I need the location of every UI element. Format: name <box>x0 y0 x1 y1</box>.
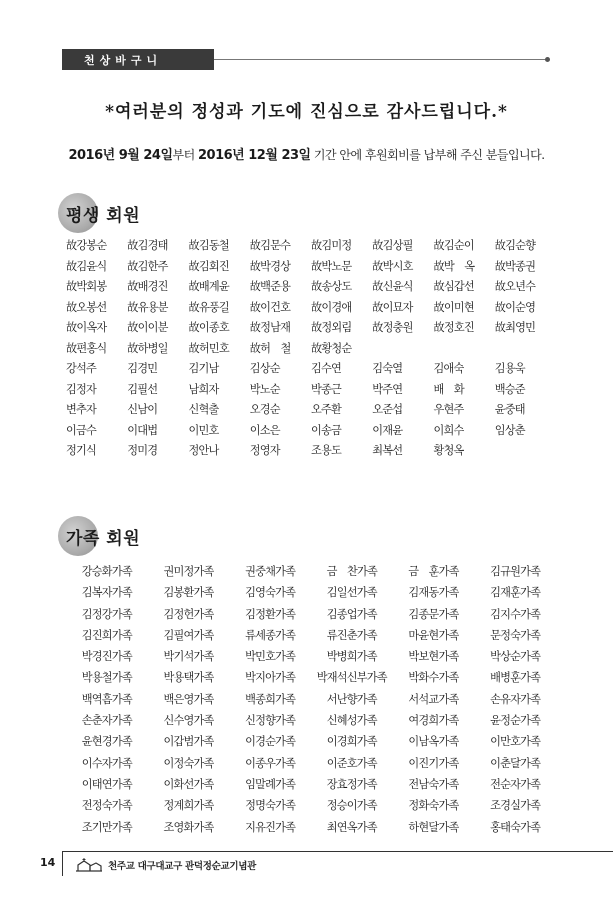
member-name: 박재석신부가족 <box>316 671 387 685</box>
member-name: 금 찬가족 <box>326 565 377 578</box>
member-name: 박지아가족 <box>245 671 296 685</box>
member-name: 강석주 <box>66 362 97 375</box>
member-name: 조기만가족 <box>81 820 132 834</box>
member-name: 조용도 <box>311 444 342 457</box>
member-name: 오준섭 <box>372 403 403 416</box>
member-name: 故정외림 <box>311 321 352 334</box>
family-member-list <box>66 561 556 838</box>
member-name: 김정헌가족 <box>163 607 214 621</box>
member-name: 故김경태 <box>127 239 168 252</box>
member-name: 임상춘 <box>494 423 525 437</box>
member-name: 여경희가족 <box>408 714 459 728</box>
member-name: 정명숙가족 <box>245 799 296 813</box>
member-name: 정영자 <box>249 444 280 457</box>
member-name: 이경희가족 <box>326 735 377 749</box>
member-name: 故유용분 <box>127 300 168 314</box>
member-name: 박경진가족 <box>81 650 132 664</box>
member-name: 변추자 <box>66 403 97 416</box>
member-name: 故송상도 <box>311 280 352 293</box>
member-name: 김상순 <box>249 362 280 375</box>
member-name: 김수연 <box>311 362 342 375</box>
member-name: 이민호 <box>188 423 219 437</box>
member-name: 故하병일 <box>127 341 168 355</box>
member-name: 김종문가족 <box>408 607 459 621</box>
member-name: 故신윤식 <box>372 280 413 293</box>
member-name: 장효정가족 <box>326 777 377 791</box>
member-name <box>434 339 495 360</box>
member-name: 故이미현 <box>433 300 474 314</box>
member-name: 故박회봉 <box>66 280 107 293</box>
member-name: 故배경진 <box>127 280 168 293</box>
member-name: 정기식 <box>66 444 97 457</box>
member-name: 김재동가족 <box>408 586 459 600</box>
member-name: 정안나 <box>188 444 219 457</box>
period-rest: 기간 안에 후원회비를 납부해 주신 분들입니다. <box>310 148 545 162</box>
member-name: 정미경 <box>127 444 158 457</box>
member-name: 마윤현가족 <box>408 628 459 642</box>
member-name: 문정숙가족 <box>490 628 541 642</box>
member-name: 故박경상 <box>249 259 291 273</box>
member-name: 박보현가족 <box>408 650 459 664</box>
member-name: 김기남 <box>188 362 219 375</box>
member-name: 故김상필 <box>372 239 413 252</box>
member-name: 황청옥 <box>433 444 464 457</box>
thanks-message: *여러분의 정성과 기도에 진심으로 감사드립니다.* <box>105 102 508 122</box>
period-end: 2016년 12월 23일 <box>198 148 311 163</box>
member-name: 故편홍식 <box>66 341 107 355</box>
member-name: 금 훈가족 <box>408 565 459 578</box>
member-name: 故김동철 <box>188 239 229 252</box>
church-logo-icon <box>74 857 104 873</box>
member-name: 이소은 <box>249 423 280 437</box>
member-name: 박주연 <box>372 382 403 396</box>
member-name: 이대법 <box>127 423 158 437</box>
member-name: 박종근 <box>311 382 342 396</box>
member-name: 강승화가족 <box>81 565 132 578</box>
member-name: 정계희가족 <box>163 799 214 813</box>
section-tab <box>62 49 214 70</box>
member-name: 박기석가족 <box>163 650 214 664</box>
member-name: 故김순이 <box>433 239 474 252</box>
member-name: 故김한주 <box>127 259 168 273</box>
member-name: 김정환가족 <box>245 607 296 621</box>
member-name: 故오봉선 <box>66 300 107 314</box>
member-name: 김진희가족 <box>81 628 132 642</box>
member-name: 故김순향 <box>494 239 536 252</box>
member-name: 故오년수 <box>494 280 536 293</box>
member-name: 백승준 <box>494 382 525 396</box>
member-name: 하현달가족 <box>408 820 459 834</box>
family-heading-first: 가족 <box>66 529 100 549</box>
member-name: 박용택가족 <box>163 671 214 685</box>
member-name: 故허 철 <box>249 341 291 355</box>
member-name <box>495 441 556 462</box>
member-name: 배 화 <box>433 382 464 396</box>
member-name: 조영화가족 <box>163 820 214 834</box>
member-name: 박상순가족 <box>490 650 541 664</box>
member-name: 이춘달가족 <box>490 756 541 770</box>
member-name: 서석교가족 <box>408 692 459 706</box>
member-name: 김애숙 <box>433 362 464 375</box>
member-name: 김복자가족 <box>81 586 132 600</box>
member-name: 故이이분 <box>127 321 168 334</box>
member-name: 백종희가족 <box>245 692 296 706</box>
member-name: 홍태숙가족 <box>490 820 541 834</box>
member-name: 최복선 <box>372 444 403 457</box>
member-name: 故최영민 <box>494 321 536 334</box>
member-name: 박병희가족 <box>326 650 377 664</box>
member-name: 박노순 <box>249 382 280 396</box>
member-name: 故박노문 <box>311 259 352 273</box>
member-name: 故이종호 <box>188 321 229 334</box>
period-notice <box>0 144 613 163</box>
member-name: 이희수 <box>433 423 464 437</box>
member-name: 김종업가족 <box>326 607 377 621</box>
member-name: 이화선가족 <box>163 777 214 791</box>
member-name: 류진춘가족 <box>326 628 377 642</box>
member-name: 이종우가족 <box>245 756 296 770</box>
family-heading <box>58 516 198 556</box>
member-name: 이정숙가족 <box>163 756 214 770</box>
member-name: 신수영가족 <box>163 714 214 728</box>
member-name: 최연옥가족 <box>326 820 377 834</box>
member-name: 백역흠가족 <box>81 692 132 706</box>
section-tab-label: 천상바구니 <box>84 53 163 67</box>
member-name: 손유자가족 <box>490 692 541 706</box>
member-name: 이만호가족 <box>490 735 541 749</box>
member-name: 故김문수 <box>249 239 291 252</box>
member-name: 오주환 <box>311 403 342 416</box>
member-name: 이갑범가족 <box>163 735 214 749</box>
member-name: 김일선가족 <box>326 586 377 600</box>
member-name: 서난향가족 <box>326 692 377 706</box>
member-name: 조경실가족 <box>490 799 541 813</box>
member-name: 이태연가족 <box>81 777 132 791</box>
period-start: 2016년 9월 24일 <box>68 148 173 163</box>
member-name: 故배계윤 <box>188 280 229 293</box>
member-name: 백은영가족 <box>163 692 214 706</box>
member-name: 지유진가족 <box>245 820 296 834</box>
member-name: 김필여가족 <box>163 628 214 642</box>
member-name: 권중채가족 <box>245 565 296 578</box>
member-name: 김경민 <box>127 362 158 375</box>
member-name: 故이경애 <box>311 300 352 314</box>
member-name: 류세종가족 <box>245 628 296 642</box>
member-name: 박민호가족 <box>245 650 296 664</box>
member-name: 김정강가족 <box>81 607 132 621</box>
member-name: 故정호진 <box>433 321 474 334</box>
member-name: 남희자 <box>188 382 219 396</box>
member-name: 故이묘자 <box>372 300 413 314</box>
lifetime-member-list <box>66 236 556 462</box>
member-name: 故김회진 <box>188 259 229 273</box>
member-name: 故이순영 <box>494 300 536 314</box>
member-name: 우현주 <box>433 403 464 416</box>
member-name: 故이옥자 <box>66 321 107 334</box>
period-mid: 부터 <box>172 148 198 162</box>
member-name: 전순자가족 <box>490 777 541 791</box>
member-name: 윤중태 <box>494 403 525 416</box>
member-name: 故허민호 <box>188 341 229 355</box>
member-name: 이진기가족 <box>408 756 459 770</box>
member-name: 전정숙가족 <box>81 799 132 813</box>
footer-divider <box>62 851 63 876</box>
member-name: 신혁출 <box>188 403 219 416</box>
member-name: 김지수가족 <box>490 607 541 621</box>
page-number: 14 <box>40 856 56 869</box>
member-name: 김봉환가족 <box>163 586 214 600</box>
member-name <box>372 339 433 360</box>
member-name: 故박시호 <box>372 259 413 273</box>
member-name: 김숙열 <box>372 362 403 375</box>
member-name: 이재윤 <box>372 423 403 437</box>
member-name: 김정자 <box>66 382 97 396</box>
member-name: 이준호가족 <box>326 756 377 770</box>
member-name: 김규원가족 <box>490 565 541 578</box>
member-name: 신혜성가족 <box>326 714 377 728</box>
lifetime-heading-rest: 회원 <box>99 206 141 226</box>
member-name: 故박 옥 <box>433 259 475 273</box>
member-name: 김용욱 <box>494 362 525 375</box>
member-name: 김재훈가족 <box>490 586 541 600</box>
member-name: 윤정순가족 <box>490 714 541 728</box>
lifetime-heading-first: 평생 <box>66 206 100 226</box>
member-name: 정화숙가족 <box>408 799 459 813</box>
member-name: 이송금 <box>311 423 342 437</box>
family-heading-rest: 회원 <box>99 529 141 549</box>
footer-rule <box>62 851 613 852</box>
member-name: 故정남재 <box>249 321 291 334</box>
member-name: 권미정가족 <box>163 565 214 578</box>
member-name: 이경순가족 <box>245 735 296 749</box>
member-name: 정승이가족 <box>326 799 377 813</box>
member-name: 신남이 <box>127 403 158 416</box>
member-name: 이금수 <box>66 423 97 437</box>
member-name: 박용철가족 <box>81 671 132 685</box>
member-name: 김필선 <box>127 382 158 396</box>
member-name: 故이건호 <box>249 300 291 314</box>
member-name <box>495 339 556 360</box>
member-name: 故유풍길 <box>188 300 229 314</box>
member-name: 故심갑선 <box>433 280 474 293</box>
lifetime-heading <box>58 193 198 233</box>
member-name: 박화수가족 <box>408 671 459 685</box>
member-name: 오경순 <box>249 403 280 416</box>
member-name: 故백준용 <box>249 280 291 293</box>
member-name: 故박종권 <box>494 259 536 273</box>
member-name: 故강봉순 <box>66 239 107 252</box>
member-name: 임말례가족 <box>245 777 296 791</box>
member-name: 故황청순 <box>311 341 352 355</box>
member-name: 전남숙가족 <box>408 777 459 791</box>
member-name: 이수자가족 <box>81 756 132 770</box>
member-name: 배병훈가족 <box>490 671 541 685</box>
member-name: 김영숙가족 <box>245 586 296 600</box>
publication-title: 천주교 대구대교구 관덕정순교기념관 <box>108 861 257 872</box>
member-name: 윤현경가족 <box>81 735 132 749</box>
member-name: 故김윤식 <box>66 259 107 273</box>
tab-rule <box>214 59 548 60</box>
member-name: 이남옥가족 <box>408 735 459 749</box>
member-name: 손춘자가족 <box>81 714 132 728</box>
member-name: 신정향가족 <box>245 714 296 728</box>
member-name: 故정충원 <box>372 321 413 334</box>
member-name: 故김미정 <box>311 239 352 252</box>
